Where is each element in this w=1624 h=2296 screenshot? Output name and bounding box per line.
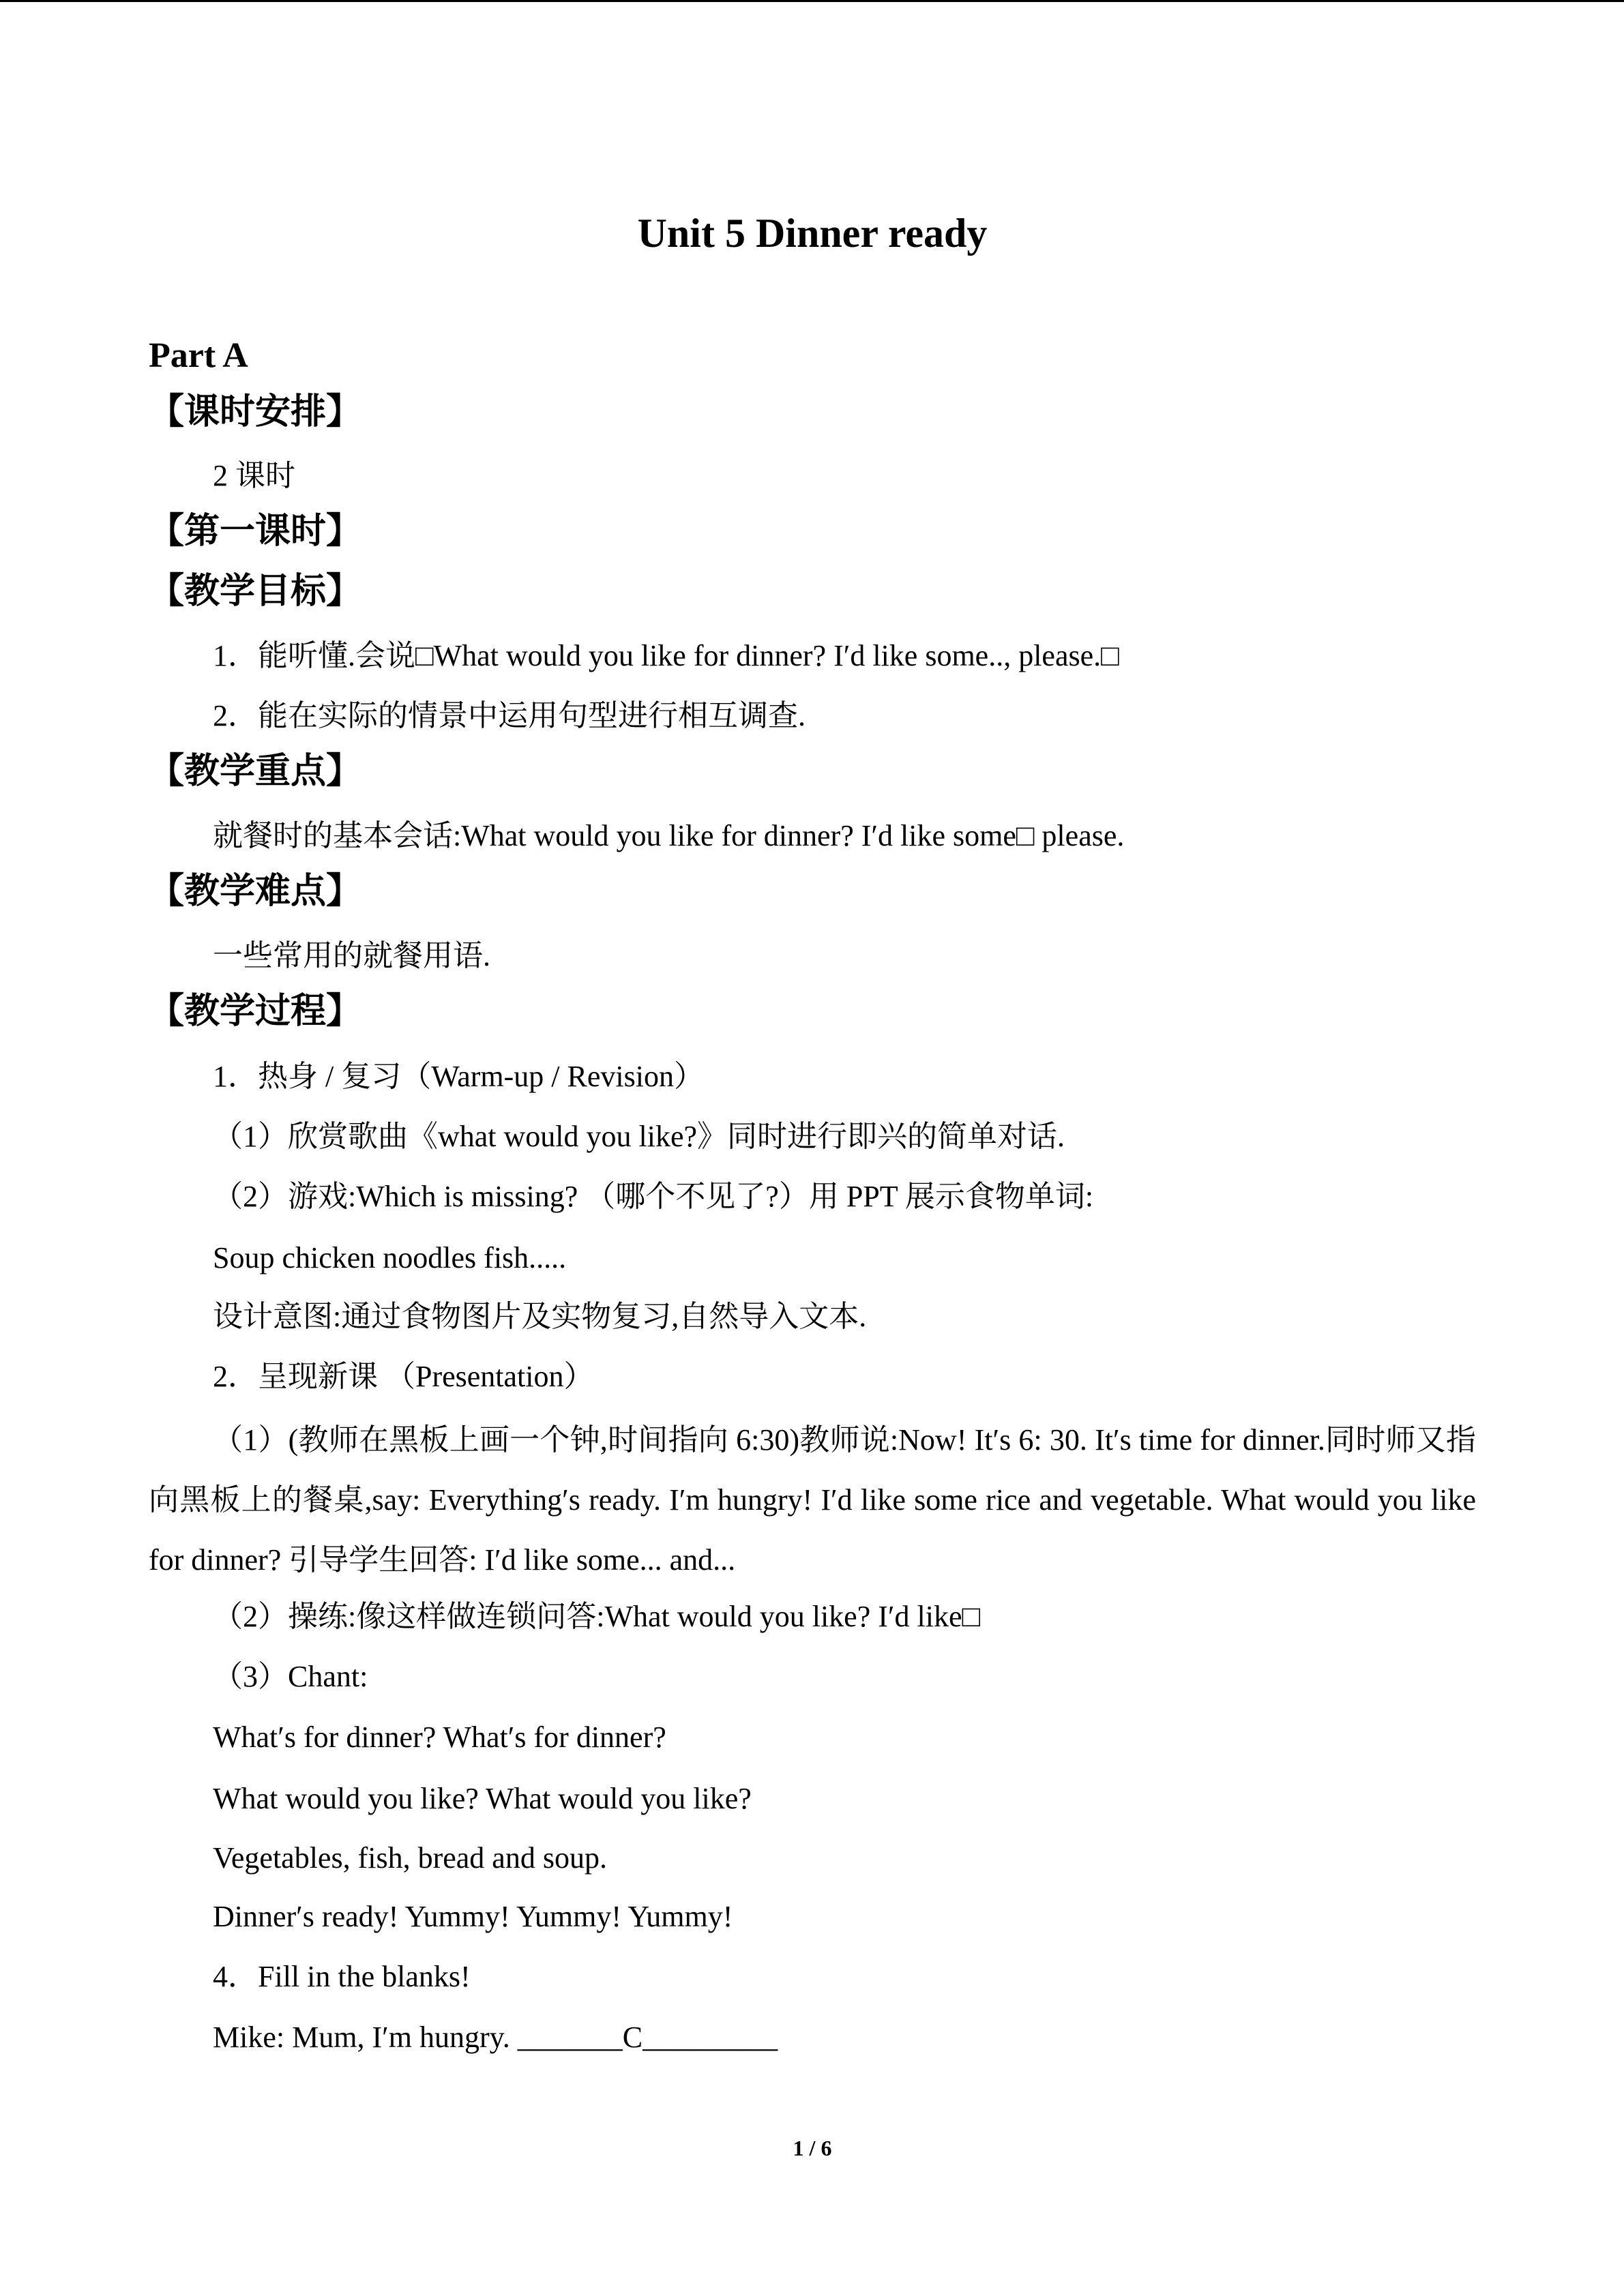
process-step-1a: （1）欣赏歌曲《what would you like?》同时进行即兴的简单对话.: [213, 1120, 1065, 1153]
process-step-1b: （2）游戏:Which is missing? （哪个不见了?）用 PPT 展示食物单词:: [213, 1180, 1094, 1213]
lesson-heading: 【第一课时】: [149, 512, 362, 551]
focus-heading: 【教学重点】: [149, 752, 362, 791]
difficulty-heading: 【教学难点】: [149, 872, 362, 911]
process-step-2c: （3）Chant:: [213, 1660, 368, 1693]
chant-line: What would you like? What would you like?: [213, 1782, 752, 1815]
process-step-2b: （2）操练:像这样做连锁问答:What would you like? I′d like□: [213, 1600, 981, 1633]
process-step-1: 1．热身 / 复习（Warm-up / Revision）: [213, 1060, 704, 1093]
chant-line: What′s for dinner? What′s for dinner?: [213, 1720, 666, 1754]
fill-blank-line: Mike: Mum, I′m hungry. _______C_________: [213, 2021, 778, 2054]
presentation-paragraph: （1）(教师在黑板上画一个钟,时间指向 6:30)教师说:Now! It′s 6: 30. It′s time for dinner.同时师又指向黑板上的餐桌,say: Everything′s ready. I′m hungry! I′d like some rice and vegetable. What would you like for dinner? 引导学生回答: I′d like some... and...: [149, 1423, 1476, 1577]
part-heading: Part A: [149, 336, 248, 375]
schedule-heading: 【课时安排】: [149, 393, 362, 432]
top-border-line: [0, 0, 1624, 2]
focus-text: 就餐时的基本会话:What would you like for dinner? I′d like some□ please.: [213, 819, 1125, 852]
chant-line: Vegetables, fish, bread and soup.: [213, 1841, 607, 1875]
process-step-4: 4．Fill in the blanks!: [213, 1960, 471, 1993]
process-step-2: 2．呈现新课 （Presentation）: [213, 1360, 594, 1393]
process-heading: 【教学过程】: [149, 992, 362, 1031]
goals-heading: 【教学目标】: [149, 572, 362, 611]
goal-item-1: 1．能听懂.会说□What would you like for dinner? I′d like some.., please.□: [213, 639, 1119, 672]
difficulty-text: 一些常用的就餐用语.: [213, 939, 490, 972]
chant-line: Dinner′s ready! Yummy! Yummy! Yummy!: [213, 1900, 733, 1933]
schedule-text: 2 课时: [213, 459, 295, 492]
goal-item-2: 2．能在实际的情景中运用句型进行相互调查.: [213, 699, 806, 732]
design-intent: 设计意图:通过食物图片及实物复习,自然导入文本.: [213, 1300, 867, 1333]
page-number: 1 / 6: [793, 2136, 832, 2160]
document-title: Unit 5 Dinner ready: [637, 211, 988, 256]
food-words: Soup chicken noodles fish.....: [213, 1241, 567, 1274]
